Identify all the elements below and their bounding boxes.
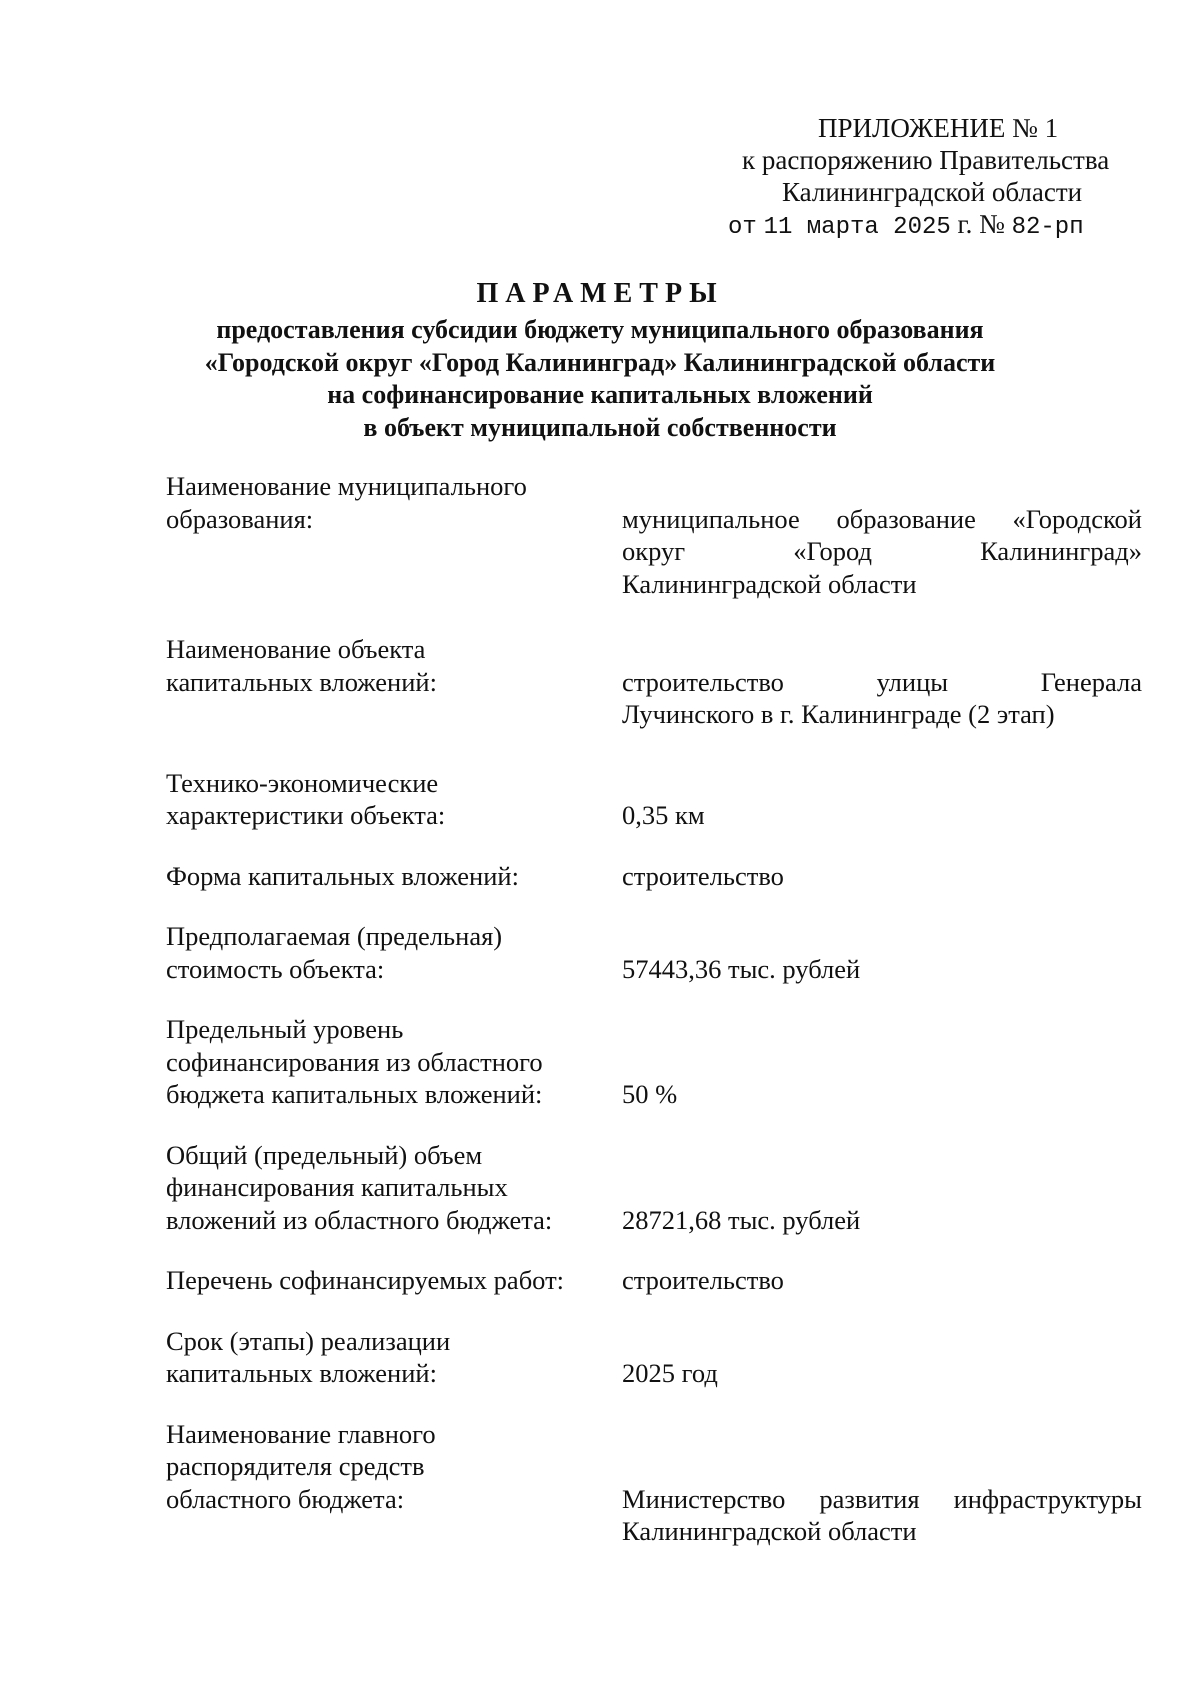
value-word: развития bbox=[819, 1483, 920, 1514]
title-line-1: предоставления субсидии бюджету муниципального образования bbox=[216, 315, 984, 344]
param-tech bbox=[166, 767, 1146, 832]
param-label: Технико-экономические характеристики объекта: bbox=[166, 767, 446, 830]
value-word: «Город bbox=[793, 536, 872, 566]
value-word: строительство bbox=[622, 666, 784, 697]
param-label: Предельный уровень софинансирования из областного бюджета капитальных вложений: bbox=[166, 1014, 543, 1109]
param-distributor bbox=[166, 1418, 1146, 1548]
appendix-line-order: к распоряжению Правительства bbox=[742, 145, 1110, 175]
param-value: строительство bbox=[622, 1265, 784, 1295]
param-object bbox=[166, 633, 1146, 731]
param-label: Предполагаемая (предельная) стоимость объекта: bbox=[166, 921, 503, 984]
value-line: Калининградской области bbox=[622, 1516, 917, 1546]
param-volume bbox=[166, 1139, 1146, 1237]
param-cost bbox=[166, 920, 1146, 985]
param-value: 2025 год bbox=[622, 1358, 718, 1388]
param-value: 0,35 км bbox=[622, 800, 705, 830]
value-word: улицы bbox=[876, 666, 949, 697]
param-label: Наименование муниципального образования: bbox=[166, 471, 527, 534]
appendix-line-region: Калининградской области bbox=[782, 177, 1083, 207]
param-value: строительство bbox=[622, 860, 784, 891]
param-label: Перечень софинансируемых работ: bbox=[166, 1265, 565, 1295]
parameters-list bbox=[166, 470, 1146, 1548]
value-line: Калининградской области bbox=[622, 568, 917, 599]
date-value: 11 марта 2025 bbox=[763, 214, 951, 241]
param-value: 57443,36 тыс. рублей bbox=[622, 953, 861, 984]
value-word: образование bbox=[836, 503, 976, 534]
value-word: округ bbox=[622, 536, 686, 566]
param-term bbox=[166, 1325, 1146, 1390]
appendix-title: ПРИЛОЖЕНИЕ № 1 bbox=[818, 113, 1059, 143]
title-main: ПАРАМЕТРЫ bbox=[476, 278, 724, 309]
value-word: инфраструктуры bbox=[953, 1483, 1142, 1514]
param-value bbox=[622, 666, 1142, 731]
param-value bbox=[622, 1483, 1142, 1548]
param-form bbox=[166, 860, 1146, 893]
param-municipality bbox=[166, 470, 1146, 600]
appendix-date-line bbox=[700, 208, 1140, 244]
value-word: муниципальное bbox=[622, 503, 800, 534]
param-works bbox=[166, 1264, 1146, 1297]
param-value: 28721,68 тыс. рублей bbox=[622, 1204, 861, 1235]
param-label: Срок (этапы) реализации капитальных вложений: bbox=[166, 1325, 451, 1388]
value-word: Министерство bbox=[622, 1483, 786, 1514]
value-word: Калининград» bbox=[980, 536, 1142, 566]
title-line-2: «Городской округ «Город Калининград» Калининградской области bbox=[204, 347, 996, 377]
param-label: Общий (предельный) объем финансирования капитальных вложений из областного бюджета: bbox=[166, 1139, 553, 1235]
value-line: Лучинского в г. Калининграде (2 этап) bbox=[622, 699, 1055, 729]
value-word: «Городской bbox=[1012, 503, 1142, 534]
value-word: Генерала bbox=[1040, 666, 1142, 697]
param-value: 50 % bbox=[622, 1079, 678, 1109]
param-cofinancing bbox=[166, 1013, 1146, 1111]
param-value bbox=[622, 503, 1142, 601]
param-label: Наименование главного распорядителя средств областного бюджета: bbox=[166, 1418, 436, 1514]
param-label: Форма капитальных вложений: bbox=[166, 860, 519, 891]
title-line-3: на софинансирование капитальных вложений bbox=[327, 380, 873, 409]
title-line-4: в объект муниципальной собственности bbox=[363, 412, 837, 442]
param-label: Наименование объекта капитальных вложений: bbox=[166, 634, 437, 697]
document-title bbox=[100, 276, 1100, 444]
date-prefix: от bbox=[728, 214, 757, 241]
date-suffix: г. № bbox=[957, 209, 1005, 239]
appendix-header bbox=[700, 112, 1140, 244]
order-number: 82-рп bbox=[1011, 214, 1084, 241]
